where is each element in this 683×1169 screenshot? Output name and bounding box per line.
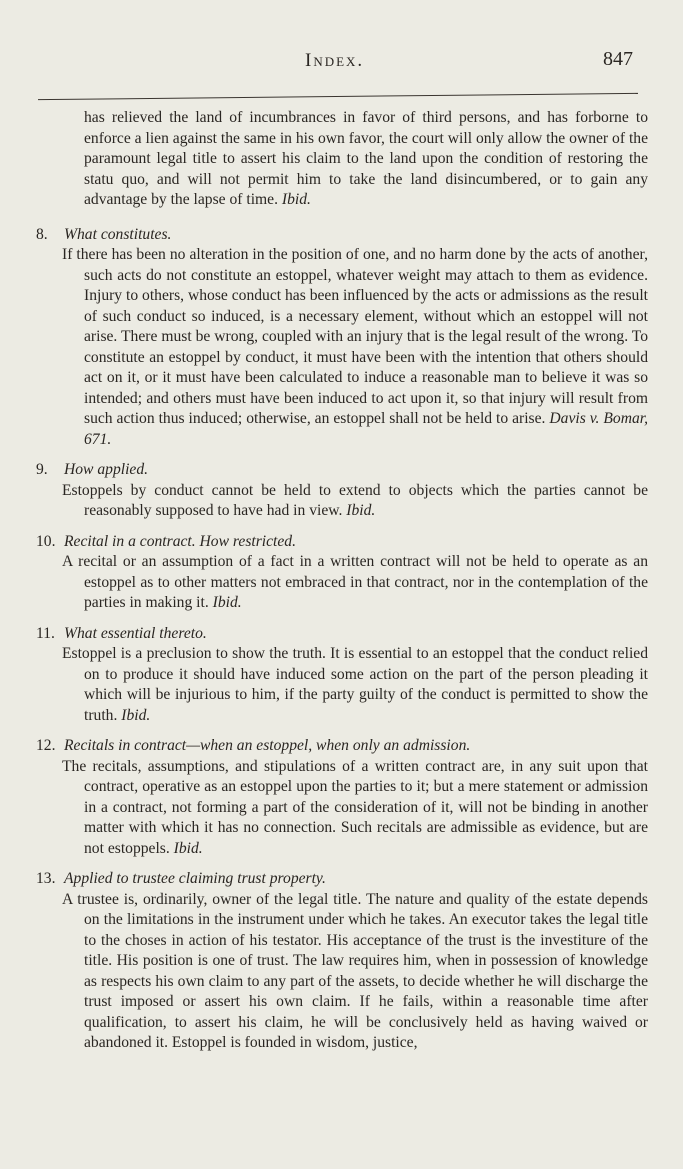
citation: Ibid. [346,502,376,519]
entry-paragraph [62,552,648,614]
entry-text: A recital or an assumption of a fact in a written contract will not be held to operate as an estoppel as to other matters not embraced in that contract, nor in the contemplation of the parties in making it. [62,553,648,611]
entry-number: 10. [36,532,56,550]
index-entry-11 [36,624,648,727]
entry-number: 9. [36,461,48,478]
entry-number: 11. [36,624,55,642]
entry-paragraph [62,245,648,450]
entry-heading: What constitutes. [64,225,172,243]
citation: Ibid. [212,594,242,611]
citation: Ibid. [121,706,151,724]
entry-text: The recitals, assumptions, and stipulations of a written contract are, in any suit upon that contract, operative as an estoppel upon the parties to it; but a mere statement or admission in a contract, not forming a part of the consideration of it, will not be binding in another matter with which it has no connection. Such recitals are admissible as evidence, but are not estoppels. [62,757,648,857]
entry-heading-row [36,225,648,246]
index-entry-13 [36,869,648,1054]
entry-text: Estoppels by conduct cannot be held to extend to objects which the parties cannot be reasonably supposed to have had in view. [62,481,648,519]
entry-heading-row [36,532,648,553]
entry-paragraph [62,644,648,726]
index-entry-12 [36,736,648,859]
entry-number: 13. [36,870,56,887]
entry-heading-row [36,460,648,481]
entry-heading-row [36,624,648,645]
entry-heading-row [36,736,648,757]
entry-heading: How applied. [64,461,149,478]
entry-heading: What essential thereto. [64,624,207,642]
entry-paragraph [62,481,648,522]
page-title: Index. [305,50,365,71]
index-body [36,108,648,1064]
running-head [0,44,683,78]
page-number: 847 [603,48,633,70]
entry-paragraph [62,890,648,1054]
citation: Davis v. Bomar, 671. [84,410,648,448]
continued-paragraph [84,108,648,211]
entry-text: A trustee is, ordinarily, owner of the legal title. The nature and quality of the estate depends on the limitations in the instrument under which he takes. An executor takes the legal title to the choses in action of his testator. His acceptance of the trust is the investiture of the title. His position is one of trust. The law requires him, when in possession of knowledge as respects his own claim to any part of the assets, to decide whether he will discharge the trust imposed or assert his own claim. If he fails, within a reasonable time after qualification, to assert his claim, he will be conclusively held as having waived or abandoned it. Estoppel is founded in wisdom, justice, [62,890,648,1051]
index-entry-10 [36,532,648,614]
entry-number: 12. [36,737,56,754]
entry-text: Estoppel is a preclusion to show the truth. It is essential to an estoppel that the conduct relied on to produce it should have induced some action on the part of the person pleading it which will be injurious to him, if the party guilty of the conduct is permitted to show the truth. [62,645,648,724]
index-entry-9 [36,460,648,522]
entry-heading-row [36,869,648,890]
index-entry-8 [36,225,648,451]
entry-heading: Applied to trustee claiming trust property. [64,870,326,887]
continued-text: has relieved the land of incumbrances in favor of third persons, and has forborne to enforce a lien against the same in his own favor, the court will only allow the owner of the paramount legal title to assert his claim to the land upon the condition of restoring the statu quo, and will not permit him to take the land disincumbered, or to gain any advantage by the lapse of time. [84,109,648,208]
citation: Ibid. [173,839,203,857]
entry-text: If there has been no alteration in the position of one, and no harm done by the acts of another, such acts do not constitute an estoppel, whatever weight may attach to them as evidence. Injury to others, whose conduct has been influenced by the acts or admissions as the result of such conduct so induced, is a necessary element, without which an estoppel will not arise. There must be wrong, coupled with an injury that is the legal result of the wrong. To constitute an estoppel by conduct, it must have been with the intention that others should act on it, or it must have been calculated to induce a reasonable man to believe it was so intended; and others must have been induced to act upon it, so that injury will result from such action thus induced; otherwise, an estoppel shall not be held to arise. [62,246,648,427]
entry-heading: Recitals in contract—when an estoppel, when only an admission. [64,737,471,754]
entry-heading: Recital in a contract. How restricted. [64,532,296,550]
entry-paragraph [62,757,648,860]
citation: Ibid. [281,191,311,208]
header-rule [38,93,638,100]
entry-number: 8. [36,225,48,243]
